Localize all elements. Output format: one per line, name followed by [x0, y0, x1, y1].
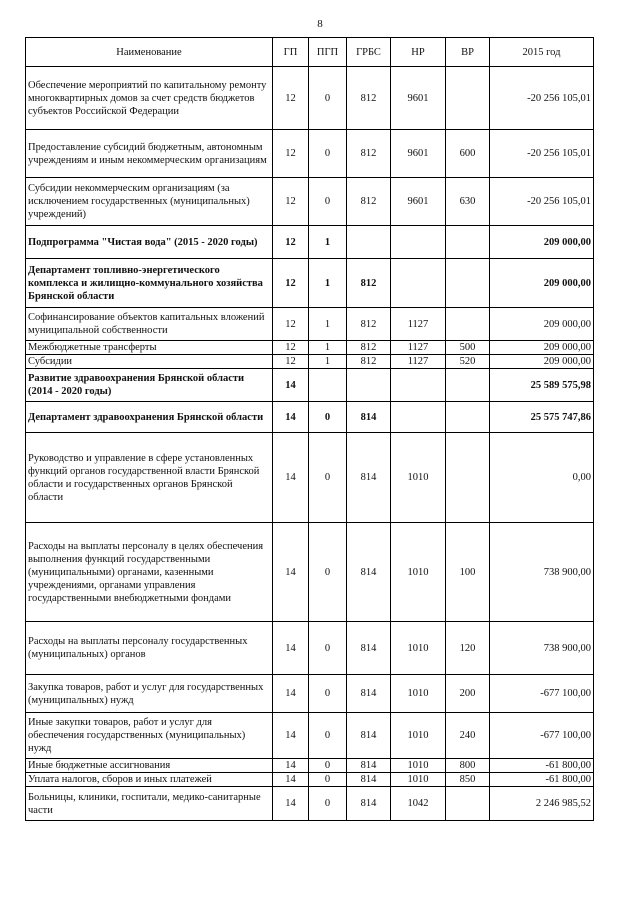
table-row — [26, 130, 594, 178]
row-pgp: 1 — [309, 259, 347, 308]
row-vr: 850 — [446, 773, 490, 787]
header-gp: ГП — [273, 38, 309, 67]
table-row — [26, 341, 594, 355]
row-vr — [446, 226, 490, 259]
table-row — [26, 355, 594, 369]
header-pgp: ПГП — [309, 38, 347, 67]
row-grbs: 814 — [347, 402, 391, 433]
table-row — [26, 369, 594, 402]
row-vr: 240 — [446, 713, 490, 759]
table-row — [26, 402, 594, 433]
row-pgp: 0 — [309, 433, 347, 523]
row-amount: 25 575 747,86 — [490, 402, 594, 433]
row-amount: 0,00 — [490, 433, 594, 523]
row-gp: 14 — [273, 773, 309, 787]
row-name: Софинансирование объектов капитальных вложений муниципальной собственности — [26, 308, 273, 341]
row-nr: 1010 — [391, 622, 446, 675]
row-gp: 14 — [273, 713, 309, 759]
row-nr: 1010 — [391, 713, 446, 759]
row-vr: 800 — [446, 759, 490, 773]
row-gp: 14 — [273, 402, 309, 433]
header-vr: ВР — [446, 38, 490, 67]
row-name: Закупка товаров, работ и услуг для государственных (муниципальных) нужд — [26, 675, 273, 713]
row-vr — [446, 369, 490, 402]
row-grbs: 812 — [347, 355, 391, 369]
row-name: Уплата налогов, сборов и иных платежей — [26, 773, 273, 787]
row-nr — [391, 226, 446, 259]
row-vr — [446, 433, 490, 523]
header-year: 2015 год — [490, 38, 594, 67]
row-amount: 25 589 575,98 — [490, 369, 594, 402]
row-gp: 14 — [273, 622, 309, 675]
row-pgp: 0 — [309, 178, 347, 226]
row-nr: 1010 — [391, 523, 446, 622]
table-row — [26, 759, 594, 773]
row-gp: 14 — [273, 433, 309, 523]
row-amount: -677 100,00 — [490, 713, 594, 759]
row-amount: -61 800,00 — [490, 773, 594, 787]
row-pgp: 0 — [309, 402, 347, 433]
row-vr: 630 — [446, 178, 490, 226]
row-vr — [446, 402, 490, 433]
row-pgp: 1 — [309, 226, 347, 259]
row-name: Обеспечение мероприятий по капитальному ремонту многоквартирных домов за счет средств бюджетов субъектов Российской Федерации — [26, 67, 273, 130]
row-gp: 14 — [273, 759, 309, 773]
table-row — [26, 433, 594, 523]
row-name: Иные закупки товаров, работ и услуг для обеспечения государственных (муниципальных) нужд — [26, 713, 273, 759]
table-header-row — [26, 38, 594, 67]
row-grbs: 814 — [347, 622, 391, 675]
row-pgp: 0 — [309, 67, 347, 130]
row-vr: 520 — [446, 355, 490, 369]
row-gp: 14 — [273, 675, 309, 713]
table-row — [26, 226, 594, 259]
table-row — [26, 523, 594, 622]
row-pgp: 1 — [309, 341, 347, 355]
row-vr: 600 — [446, 130, 490, 178]
row-grbs: 812 — [347, 308, 391, 341]
row-vr — [446, 308, 490, 341]
row-grbs: 812 — [347, 178, 391, 226]
row-nr: 9601 — [391, 67, 446, 130]
row-nr: 1042 — [391, 787, 446, 821]
row-name: Подпрограмма "Чистая вода" (2015 - 2020 годы) — [26, 226, 273, 259]
row-pgp: 0 — [309, 675, 347, 713]
row-gp: 12 — [273, 178, 309, 226]
row-amount: 209 000,00 — [490, 308, 594, 341]
row-pgp: 0 — [309, 523, 347, 622]
row-grbs: 814 — [347, 523, 391, 622]
table-row — [26, 67, 594, 130]
row-name: Субсидии — [26, 355, 273, 369]
row-grbs: 814 — [347, 759, 391, 773]
row-grbs — [347, 226, 391, 259]
row-amount: 209 000,00 — [490, 226, 594, 259]
row-grbs: 812 — [347, 341, 391, 355]
row-pgp: 1 — [309, 308, 347, 341]
row-amount: -61 800,00 — [490, 759, 594, 773]
row-nr: 1010 — [391, 759, 446, 773]
table-row — [26, 178, 594, 226]
header-name: Наименование — [26, 38, 273, 67]
row-amount: -20 256 105,01 — [490, 130, 594, 178]
row-amount: 209 000,00 — [490, 341, 594, 355]
row-grbs: 814 — [347, 675, 391, 713]
row-gp: 12 — [273, 226, 309, 259]
row-grbs: 814 — [347, 433, 391, 523]
row-name: Департамент топливно-энергетического комплекса и жилищно-коммунального хозяйства Брянской области — [26, 259, 273, 308]
row-nr — [391, 369, 446, 402]
row-vr — [446, 787, 490, 821]
row-amount: -677 100,00 — [490, 675, 594, 713]
row-pgp: 0 — [309, 773, 347, 787]
row-gp: 12 — [273, 355, 309, 369]
table-row — [26, 773, 594, 787]
row-vr — [446, 67, 490, 130]
row-nr: 9601 — [391, 130, 446, 178]
row-name: Департамент здравоохранения Брянской области — [26, 402, 273, 433]
row-grbs: 814 — [347, 773, 391, 787]
row-pgp: 1 — [309, 355, 347, 369]
row-amount: 2 246 985,52 — [490, 787, 594, 821]
row-nr: 1127 — [391, 341, 446, 355]
row-pgp: 0 — [309, 787, 347, 821]
row-nr: 1010 — [391, 433, 446, 523]
row-gp: 14 — [273, 369, 309, 402]
table-row — [26, 308, 594, 341]
row-name: Межбюджетные трансферты — [26, 341, 273, 355]
row-gp: 12 — [273, 308, 309, 341]
row-amount: -20 256 105,01 — [490, 178, 594, 226]
row-pgp: 0 — [309, 622, 347, 675]
row-nr: 1127 — [391, 355, 446, 369]
table-row — [26, 675, 594, 713]
row-name: Руководство и управление в сфере установленных функций органов государственной власти Брянской области и государственных органов Брянской области — [26, 433, 273, 523]
table-row — [26, 259, 594, 308]
row-nr: 1010 — [391, 773, 446, 787]
row-nr: 1010 — [391, 675, 446, 713]
header-nr: НР — [391, 38, 446, 67]
row-pgp: 0 — [309, 713, 347, 759]
row-nr: 1127 — [391, 308, 446, 341]
row-pgp — [309, 369, 347, 402]
row-pgp: 0 — [309, 759, 347, 773]
row-name: Развитие здравоохранения Брянской области (2014 - 2020 годы) — [26, 369, 273, 402]
row-amount: 209 000,00 — [490, 355, 594, 369]
row-amount: 738 900,00 — [490, 523, 594, 622]
table-row — [26, 622, 594, 675]
row-gp: 12 — [273, 341, 309, 355]
row-grbs: 812 — [347, 130, 391, 178]
row-pgp: 0 — [309, 130, 347, 178]
row-name: Расходы на выплаты персоналу государственных (муниципальных) органов — [26, 622, 273, 675]
table-row — [26, 713, 594, 759]
budget-table — [25, 37, 594, 821]
table-body — [26, 67, 594, 821]
page-number: 8 — [317, 18, 323, 30]
row-gp: 12 — [273, 259, 309, 308]
row-vr: 200 — [446, 675, 490, 713]
row-grbs: 814 — [347, 787, 391, 821]
row-gp: 12 — [273, 67, 309, 130]
row-name: Больницы, клиники, госпитали, медико-санитарные части — [26, 787, 273, 821]
row-vr: 120 — [446, 622, 490, 675]
row-amount: 209 000,00 — [490, 259, 594, 308]
row-vr: 500 — [446, 341, 490, 355]
row-name: Предоставление субсидий бюджетным, автономным учреждениям и иным некоммерческим организациям — [26, 130, 273, 178]
row-grbs: 812 — [347, 259, 391, 308]
row-gp: 12 — [273, 130, 309, 178]
row-grbs: 812 — [347, 67, 391, 130]
row-vr — [446, 259, 490, 308]
row-nr — [391, 402, 446, 433]
row-grbs: 814 — [347, 713, 391, 759]
row-vr: 100 — [446, 523, 490, 622]
row-amount: -20 256 105,01 — [490, 67, 594, 130]
row-gp: 14 — [273, 787, 309, 821]
row-nr: 9601 — [391, 178, 446, 226]
row-grbs — [347, 369, 391, 402]
row-nr — [391, 259, 446, 308]
header-grbs: ГРБС — [347, 38, 391, 67]
row-name: Субсидии некоммерческим организациям (за исключением государственных (муниципальных) учреждений) — [26, 178, 273, 226]
row-name: Расходы на выплаты персоналу в целях обеспечения выполнения функций государственными (муниципальными) органами, казенными учреждениями, органами управления государственными внебюджетными фондами — [26, 523, 273, 622]
row-name: Иные бюджетные ассигнования — [26, 759, 273, 773]
row-gp: 14 — [273, 523, 309, 622]
row-amount: 738 900,00 — [490, 622, 594, 675]
table-row — [26, 787, 594, 821]
